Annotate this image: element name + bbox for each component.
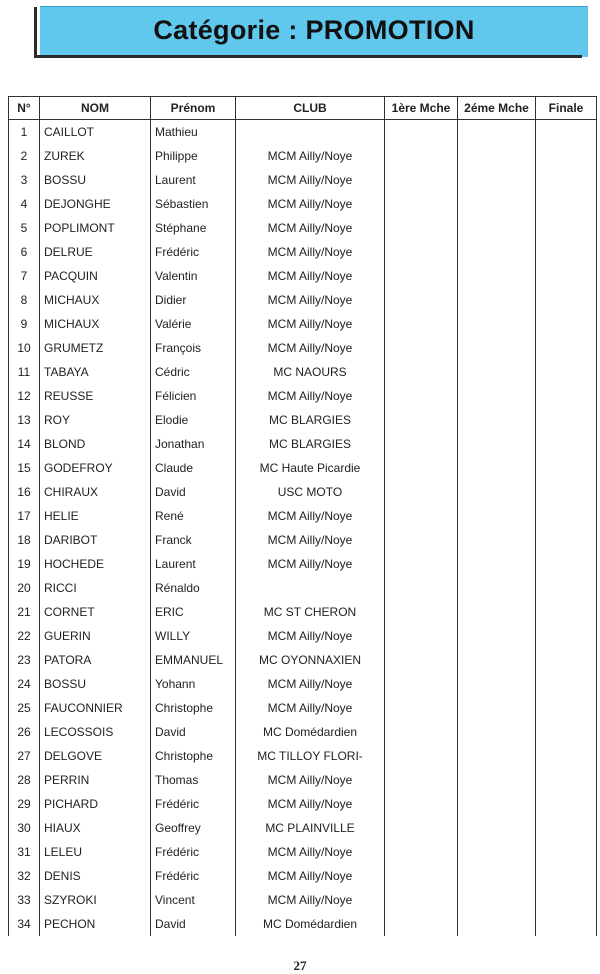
cell-finale xyxy=(536,432,597,456)
table-row xyxy=(9,120,597,145)
cell-prenom: Frédéric xyxy=(151,792,236,816)
table-row xyxy=(9,216,597,240)
table-row xyxy=(9,768,597,792)
cell-finale xyxy=(536,600,597,624)
cell-prenom: Geoffrey xyxy=(151,816,236,840)
cell-manche-2 xyxy=(458,432,536,456)
cell-manche-2 xyxy=(458,312,536,336)
cell-manche-2 xyxy=(458,168,536,192)
cell-club: USC MOTO xyxy=(236,480,385,504)
cell-number: 29 xyxy=(9,792,40,816)
table-body xyxy=(9,120,597,937)
cell-manche-1 xyxy=(385,432,458,456)
cell-manche-1 xyxy=(385,480,458,504)
cell-nom: REUSSE xyxy=(40,384,151,408)
cell-club: MCM Ailly/Noye xyxy=(236,504,385,528)
cell-nom: ZUREK xyxy=(40,144,151,168)
cell-prenom: Cédric xyxy=(151,360,236,384)
cell-club: MCM Ailly/Noye xyxy=(236,144,385,168)
cell-club: MCM Ailly/Noye xyxy=(236,840,385,864)
cell-number: 17 xyxy=(9,504,40,528)
cell-number: 4 xyxy=(9,192,40,216)
cell-nom: PATORA xyxy=(40,648,151,672)
cell-nom: DEJONGHE xyxy=(40,192,151,216)
participants-table xyxy=(8,96,597,936)
cell-manche-2 xyxy=(458,384,536,408)
cell-finale xyxy=(536,336,597,360)
cell-manche-2 xyxy=(458,888,536,912)
col-header-finale: Finale xyxy=(536,97,597,120)
cell-prenom: Didier xyxy=(151,288,236,312)
cell-number: 22 xyxy=(9,624,40,648)
cell-finale xyxy=(536,576,597,600)
cell-number: 6 xyxy=(9,240,40,264)
table-row xyxy=(9,312,597,336)
cell-club: MC Domédardien xyxy=(236,720,385,744)
cell-nom: PECHON xyxy=(40,912,151,936)
cell-number: 23 xyxy=(9,648,40,672)
cell-number: 33 xyxy=(9,888,40,912)
cell-manche-1 xyxy=(385,888,458,912)
cell-manche-1 xyxy=(385,864,458,888)
cell-manche-2 xyxy=(458,336,536,360)
table-row xyxy=(9,456,597,480)
cell-club: MCM Ailly/Noye xyxy=(236,264,385,288)
table-row xyxy=(9,336,597,360)
cell-finale xyxy=(536,912,597,936)
cell-finale xyxy=(536,528,597,552)
col-header-number: N° xyxy=(9,97,40,120)
cell-nom: CORNET xyxy=(40,600,151,624)
cell-finale xyxy=(536,360,597,384)
cell-prenom: Laurent xyxy=(151,552,236,576)
cell-nom: FAUCONNIER xyxy=(40,696,151,720)
cell-nom: SZYROKI xyxy=(40,888,151,912)
cell-finale xyxy=(536,456,597,480)
cell-club: MCM Ailly/Noye xyxy=(236,624,385,648)
cell-nom: HOCHEDE xyxy=(40,552,151,576)
cell-finale xyxy=(536,144,597,168)
cell-prenom: Félicien xyxy=(151,384,236,408)
cell-club: MC OYONNAXIEN xyxy=(236,648,385,672)
cell-manche-1 xyxy=(385,168,458,192)
cell-finale xyxy=(536,744,597,768)
table-row xyxy=(9,816,597,840)
cell-manche-1 xyxy=(385,120,458,145)
cell-manche-2 xyxy=(458,864,536,888)
table-row xyxy=(9,432,597,456)
cell-number: 14 xyxy=(9,432,40,456)
table-row xyxy=(9,720,597,744)
table-row xyxy=(9,864,597,888)
cell-club: MCM Ailly/Noye xyxy=(236,888,385,912)
table-row xyxy=(9,576,597,600)
col-header-prenom: Prénom xyxy=(151,97,236,120)
cell-manche-1 xyxy=(385,528,458,552)
cell-number: 13 xyxy=(9,408,40,432)
cell-club: MC TILLOY FLORI- xyxy=(236,744,385,768)
col-header-manche-1: 1ère Mche xyxy=(385,97,458,120)
cell-prenom: Thomas xyxy=(151,768,236,792)
cell-finale xyxy=(536,552,597,576)
cell-finale xyxy=(536,888,597,912)
cell-prenom: Rénaldo xyxy=(151,576,236,600)
cell-prenom: Valérie xyxy=(151,312,236,336)
cell-nom: DELRUE xyxy=(40,240,151,264)
cell-finale xyxy=(536,480,597,504)
cell-number: 31 xyxy=(9,840,40,864)
cell-nom: BOSSU xyxy=(40,168,151,192)
table-row xyxy=(9,744,597,768)
cell-manche-1 xyxy=(385,576,458,600)
cell-nom: PACQUIN xyxy=(40,264,151,288)
cell-manche-2 xyxy=(458,792,536,816)
cell-club: MCM Ailly/Noye xyxy=(236,696,385,720)
cell-number: 25 xyxy=(9,696,40,720)
cell-manche-2 xyxy=(458,480,536,504)
cell-club: MCM Ailly/Noye xyxy=(236,168,385,192)
cell-prenom: Stéphane xyxy=(151,216,236,240)
cell-prenom: Vincent xyxy=(151,888,236,912)
cell-prenom: Yohann xyxy=(151,672,236,696)
cell-manche-2 xyxy=(458,144,536,168)
cell-manche-2 xyxy=(458,288,536,312)
cell-prenom: Frédéric xyxy=(151,240,236,264)
cell-manche-1 xyxy=(385,744,458,768)
table-row xyxy=(9,528,597,552)
cell-number: 16 xyxy=(9,480,40,504)
cell-finale xyxy=(536,120,597,145)
cell-nom: DENIS xyxy=(40,864,151,888)
cell-club: MCM Ailly/Noye xyxy=(236,792,385,816)
cell-nom: HIAUX xyxy=(40,816,151,840)
cell-number: 1 xyxy=(9,120,40,145)
cell-prenom: Sébastien xyxy=(151,192,236,216)
banner-shadow-bottom xyxy=(34,55,582,58)
cell-nom: RICCI xyxy=(40,576,151,600)
cell-nom: TABAYA xyxy=(40,360,151,384)
table-row xyxy=(9,384,597,408)
cell-club: MCM Ailly/Noye xyxy=(236,552,385,576)
cell-manche-1 xyxy=(385,216,458,240)
cell-club: MCM Ailly/Noye xyxy=(236,216,385,240)
cell-manche-1 xyxy=(385,672,458,696)
table-row xyxy=(9,624,597,648)
cell-club: MC Haute Picardie xyxy=(236,456,385,480)
cell-manche-1 xyxy=(385,504,458,528)
table-row xyxy=(9,240,597,264)
cell-club: MC Domédardien xyxy=(236,912,385,936)
cell-nom: ROY xyxy=(40,408,151,432)
cell-manche-1 xyxy=(385,360,458,384)
table-row xyxy=(9,552,597,576)
cell-number: 27 xyxy=(9,744,40,768)
cell-number: 19 xyxy=(9,552,40,576)
cell-club: MCM Ailly/Noye xyxy=(236,528,385,552)
cell-nom: PICHARD xyxy=(40,792,151,816)
cell-manche-1 xyxy=(385,336,458,360)
cell-manche-2 xyxy=(458,120,536,145)
table-row xyxy=(9,840,597,864)
cell-manche-1 xyxy=(385,720,458,744)
cell-manche-1 xyxy=(385,840,458,864)
table-row xyxy=(9,168,597,192)
cell-nom: DELGOVE xyxy=(40,744,151,768)
cell-manche-2 xyxy=(458,672,536,696)
cell-manche-2 xyxy=(458,696,536,720)
cell-number: 32 xyxy=(9,864,40,888)
cell-finale xyxy=(536,696,597,720)
cell-nom: LECOSSOIS xyxy=(40,720,151,744)
cell-finale xyxy=(536,720,597,744)
table-row xyxy=(9,672,597,696)
cell-prenom: Valentin xyxy=(151,264,236,288)
cell-nom: GRUMETZ xyxy=(40,336,151,360)
cell-number: 21 xyxy=(9,600,40,624)
table-row xyxy=(9,912,597,936)
cell-club: MCM Ailly/Noye xyxy=(236,312,385,336)
cell-manche-2 xyxy=(458,192,536,216)
cell-finale xyxy=(536,504,597,528)
cell-nom: CHIRAUX xyxy=(40,480,151,504)
cell-club xyxy=(236,576,385,600)
cell-club: MC BLARGIES xyxy=(236,408,385,432)
col-header-manche-2: 2éme Mche xyxy=(458,97,536,120)
cell-prenom: Philippe xyxy=(151,144,236,168)
cell-nom: HELIE xyxy=(40,504,151,528)
cell-manche-2 xyxy=(458,552,536,576)
cell-prenom: EMMANUEL xyxy=(151,648,236,672)
table-row xyxy=(9,480,597,504)
cell-manche-1 xyxy=(385,192,458,216)
cell-nom: GUERIN xyxy=(40,624,151,648)
cell-nom: LELEU xyxy=(40,840,151,864)
cell-nom: BLOND xyxy=(40,432,151,456)
table-row xyxy=(9,696,597,720)
cell-manche-2 xyxy=(458,360,536,384)
cell-finale xyxy=(536,384,597,408)
cell-manche-1 xyxy=(385,792,458,816)
cell-club: MCM Ailly/Noye xyxy=(236,672,385,696)
cell-manche-1 xyxy=(385,456,458,480)
cell-manche-2 xyxy=(458,720,536,744)
cell-finale xyxy=(536,192,597,216)
cell-manche-1 xyxy=(385,312,458,336)
cell-club: MCM Ailly/Noye xyxy=(236,384,385,408)
banner-shadow-left xyxy=(34,7,37,58)
cell-manche-1 xyxy=(385,648,458,672)
table-row xyxy=(9,600,597,624)
cell-number: 5 xyxy=(9,216,40,240)
cell-finale xyxy=(536,816,597,840)
cell-club xyxy=(236,120,385,145)
cell-finale xyxy=(536,792,597,816)
table-row xyxy=(9,192,597,216)
cell-number: 28 xyxy=(9,768,40,792)
cell-manche-1 xyxy=(385,384,458,408)
cell-manche-2 xyxy=(458,624,536,648)
cell-number: 34 xyxy=(9,912,40,936)
cell-manche-1 xyxy=(385,288,458,312)
cell-finale xyxy=(536,648,597,672)
cell-manche-2 xyxy=(458,576,536,600)
cell-nom: PERRIN xyxy=(40,768,151,792)
cell-club: MC PLAINVILLE xyxy=(236,816,385,840)
cell-finale xyxy=(536,840,597,864)
cell-manche-2 xyxy=(458,456,536,480)
cell-prenom: Christophe xyxy=(151,696,236,720)
cell-prenom: Claude xyxy=(151,456,236,480)
table-row xyxy=(9,264,597,288)
cell-prenom: François xyxy=(151,336,236,360)
cell-manche-1 xyxy=(385,144,458,168)
cell-number: 8 xyxy=(9,288,40,312)
table-row xyxy=(9,792,597,816)
cell-prenom: Elodie xyxy=(151,408,236,432)
cell-number: 15 xyxy=(9,456,40,480)
cell-number: 12 xyxy=(9,384,40,408)
cell-club: MCM Ailly/Noye xyxy=(236,240,385,264)
cell-manche-2 xyxy=(458,240,536,264)
page-number: 27 xyxy=(293,958,307,973)
cell-manche-2 xyxy=(458,408,536,432)
table-row xyxy=(9,360,597,384)
cell-prenom: René xyxy=(151,504,236,528)
cell-number: 11 xyxy=(9,360,40,384)
cell-number: 26 xyxy=(9,720,40,744)
table-row xyxy=(9,888,597,912)
cell-prenom: Mathieu xyxy=(151,120,236,145)
cell-nom: BOSSU xyxy=(40,672,151,696)
cell-manche-1 xyxy=(385,696,458,720)
cell-nom: DARIBOT xyxy=(40,528,151,552)
category-banner xyxy=(40,6,588,57)
cell-prenom: David xyxy=(151,480,236,504)
cell-manche-1 xyxy=(385,816,458,840)
cell-number: 3 xyxy=(9,168,40,192)
cell-nom: MICHAUX xyxy=(40,312,151,336)
cell-prenom: David xyxy=(151,720,236,744)
cell-number: 2 xyxy=(9,144,40,168)
cell-nom: GODEFROY xyxy=(40,456,151,480)
cell-club: MC BLARGIES xyxy=(236,432,385,456)
table-row xyxy=(9,504,597,528)
cell-finale xyxy=(536,288,597,312)
cell-prenom: Jonathan xyxy=(151,432,236,456)
cell-manche-2 xyxy=(458,912,536,936)
cell-number: 20 xyxy=(9,576,40,600)
cell-manche-2 xyxy=(458,528,536,552)
cell-finale xyxy=(536,264,597,288)
col-header-nom: NOM xyxy=(40,97,151,120)
cell-club: MCM Ailly/Noye xyxy=(236,192,385,216)
cell-manche-2 xyxy=(458,600,536,624)
cell-number: 10 xyxy=(9,336,40,360)
cell-prenom: ERIC xyxy=(151,600,236,624)
cell-prenom: Frédéric xyxy=(151,864,236,888)
cell-number: 18 xyxy=(9,528,40,552)
cell-finale xyxy=(536,768,597,792)
cell-club: MCM Ailly/Noye xyxy=(236,288,385,312)
cell-club: MC ST CHERON xyxy=(236,600,385,624)
cell-manche-2 xyxy=(458,264,536,288)
table-header-row xyxy=(9,97,597,120)
table-row xyxy=(9,144,597,168)
table-row xyxy=(9,648,597,672)
table-row xyxy=(9,288,597,312)
cell-manche-2 xyxy=(458,216,536,240)
cell-manche-2 xyxy=(458,768,536,792)
cell-number: 7 xyxy=(9,264,40,288)
cell-club: MCM Ailly/Noye xyxy=(236,768,385,792)
cell-finale xyxy=(536,408,597,432)
table-row xyxy=(9,408,597,432)
cell-finale xyxy=(536,624,597,648)
cell-club: MC NAOURS xyxy=(236,360,385,384)
col-header-club: CLUB xyxy=(236,97,385,120)
cell-prenom: WILLY xyxy=(151,624,236,648)
cell-manche-1 xyxy=(385,912,458,936)
cell-number: 9 xyxy=(9,312,40,336)
cell-nom: CAILLOT xyxy=(40,120,151,145)
cell-manche-1 xyxy=(385,624,458,648)
cell-manche-2 xyxy=(458,816,536,840)
cell-prenom: Franck xyxy=(151,528,236,552)
cell-manche-1 xyxy=(385,768,458,792)
category-title: Catégorie : PROMOTION xyxy=(153,15,475,45)
cell-manche-1 xyxy=(385,552,458,576)
cell-manche-1 xyxy=(385,240,458,264)
cell-prenom: Laurent xyxy=(151,168,236,192)
cell-manche-1 xyxy=(385,264,458,288)
cell-number: 30 xyxy=(9,816,40,840)
cell-finale xyxy=(536,240,597,264)
cell-prenom: Frédéric xyxy=(151,840,236,864)
cell-number: 24 xyxy=(9,672,40,696)
cell-manche-1 xyxy=(385,600,458,624)
cell-prenom: David xyxy=(151,912,236,936)
cell-manche-2 xyxy=(458,840,536,864)
cell-manche-2 xyxy=(458,744,536,768)
cell-finale xyxy=(536,672,597,696)
cell-finale xyxy=(536,312,597,336)
cell-club: MCM Ailly/Noye xyxy=(236,336,385,360)
cell-finale xyxy=(536,216,597,240)
cell-club: MCM Ailly/Noye xyxy=(236,864,385,888)
cell-manche-1 xyxy=(385,408,458,432)
cell-manche-2 xyxy=(458,504,536,528)
cell-nom: MICHAUX xyxy=(40,288,151,312)
cell-manche-2 xyxy=(458,648,536,672)
cell-nom: POPLIMONT xyxy=(40,216,151,240)
cell-finale xyxy=(536,168,597,192)
cell-finale xyxy=(536,864,597,888)
cell-prenom: Christophe xyxy=(151,744,236,768)
